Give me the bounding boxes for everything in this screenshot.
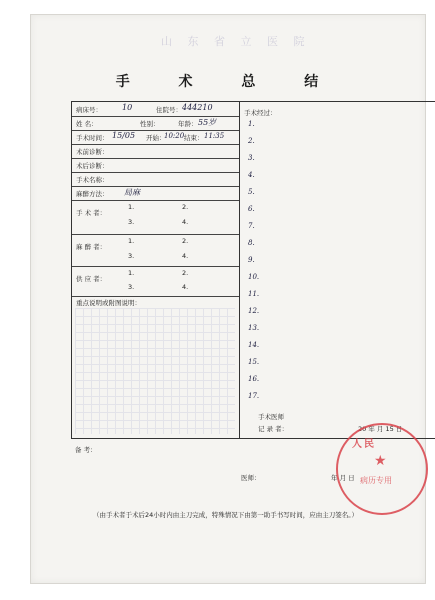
procedure-step: 4. <box>248 171 255 179</box>
start-value: 10:20 <box>164 132 185 140</box>
procedure-step: 7. <box>248 222 255 230</box>
nurse-3: 3. <box>128 283 135 291</box>
procedure-step: 9. <box>248 256 255 264</box>
start-label: 开始： <box>146 134 166 142</box>
sex-label: 性别： <box>140 120 160 128</box>
surgeon-3: 3. <box>128 218 135 226</box>
end-value: 11:35 <box>204 132 225 140</box>
surgeon-label: 手 术 者： <box>76 209 107 217</box>
surgeon-1: 1. <box>128 203 135 211</box>
age-value: 55岁 <box>198 118 217 127</box>
anesthesia-method-row <box>72 186 239 201</box>
remarks-label: 备 考： <box>75 446 97 454</box>
bed-value: 10 <box>122 103 133 112</box>
document-title: 手 术 总 结 <box>115 74 341 90</box>
summary-form <box>71 101 435 439</box>
anesthetist-row <box>72 234 239 267</box>
procedure-name-row <box>72 172 239 187</box>
pre-dx-label: 术前诊断： <box>76 148 109 156</box>
nurse-label: 供 应 者： <box>76 275 107 283</box>
remarks-date: 年 月 日 <box>331 474 355 482</box>
anesthesia-method-value: 局麻 <box>124 188 140 197</box>
recorder-label: 记 录 者： <box>258 425 289 433</box>
seal-subtext: 病历专用 <box>360 476 392 485</box>
inpatient-value: 444210 <box>182 103 213 112</box>
procedure-step: 16. <box>248 375 260 383</box>
surgeon-row <box>72 200 239 235</box>
end-label: 结束： <box>184 134 204 142</box>
anesthetist-label: 麻 醉 者： <box>76 243 107 251</box>
procedure-step: 6. <box>248 205 255 213</box>
procedure-heading: 手术经过： <box>244 109 277 117</box>
surgeon-2: 2. <box>182 203 189 211</box>
procedure-step: 11. <box>248 290 260 298</box>
seal-text: 人民 <box>352 439 376 450</box>
procedure-step: 5. <box>248 188 255 196</box>
notes-label: 重点说明或附图说明： <box>76 299 141 307</box>
name-label: 姓 名： <box>76 120 98 128</box>
bed-row <box>72 102 239 117</box>
anesthetist-4: 4. <box>182 252 189 260</box>
procedure-step: 17. <box>248 392 260 400</box>
nurse-1: 1. <box>128 269 135 277</box>
inpatient-label: 住院号： <box>156 106 182 114</box>
patient-info-column <box>72 102 240 438</box>
surgeon-4: 4. <box>182 218 189 226</box>
surgeon-signature-label: 手术医师 <box>258 413 284 421</box>
anesthetist-3: 3. <box>128 252 135 260</box>
anesthetist-2: 2. <box>182 237 189 245</box>
nurse-row <box>72 266 239 297</box>
procedure-step: 13. <box>248 324 260 332</box>
surgery-date: 15/05 <box>112 131 136 140</box>
anesthesia-method-label: 麻醉方法： <box>76 190 109 198</box>
procedure-step: 1. <box>248 120 255 128</box>
surgery-time-row <box>72 130 239 145</box>
procedure-step: 15. <box>248 358 260 366</box>
hospital-seal <box>336 423 428 515</box>
name-row <box>72 116 239 131</box>
sketch-grid <box>75 308 235 434</box>
anesthetist-1: 1. <box>128 237 135 245</box>
record-date: 20 年 月 15 日 <box>358 425 403 433</box>
procedure-step: 8. <box>248 239 255 247</box>
surgery-time-label: 手术时间： <box>76 134 109 142</box>
procedure-step: 14. <box>248 341 260 349</box>
nurse-4: 4. <box>182 283 189 291</box>
procedure-step: 12. <box>248 307 260 315</box>
procedure-step: 10. <box>248 273 260 281</box>
nurse-2: 2. <box>182 269 189 277</box>
age-label: 年龄： <box>178 120 198 128</box>
pre-dx-row <box>72 144 239 159</box>
hospital-watermark: 山 东 省 立 医 院 <box>161 35 311 48</box>
procedure-step: 3. <box>248 154 255 162</box>
procedure-step: 2. <box>248 137 255 145</box>
post-dx-label: 术后诊断： <box>76 162 109 170</box>
footer-note: （由手术者于术后24小时内由主刀完成，特殊情况下由第一助手书写时间，应由主刀签名。） <box>93 511 359 519</box>
bed-label: 病床号： <box>76 106 102 114</box>
seal-star-icon: ★ <box>374 453 387 469</box>
physician-label: 医师： <box>241 474 261 482</box>
post-dx-row <box>72 158 239 173</box>
document-page <box>30 14 426 584</box>
procedure-name-label: 手术名称： <box>76 176 109 184</box>
